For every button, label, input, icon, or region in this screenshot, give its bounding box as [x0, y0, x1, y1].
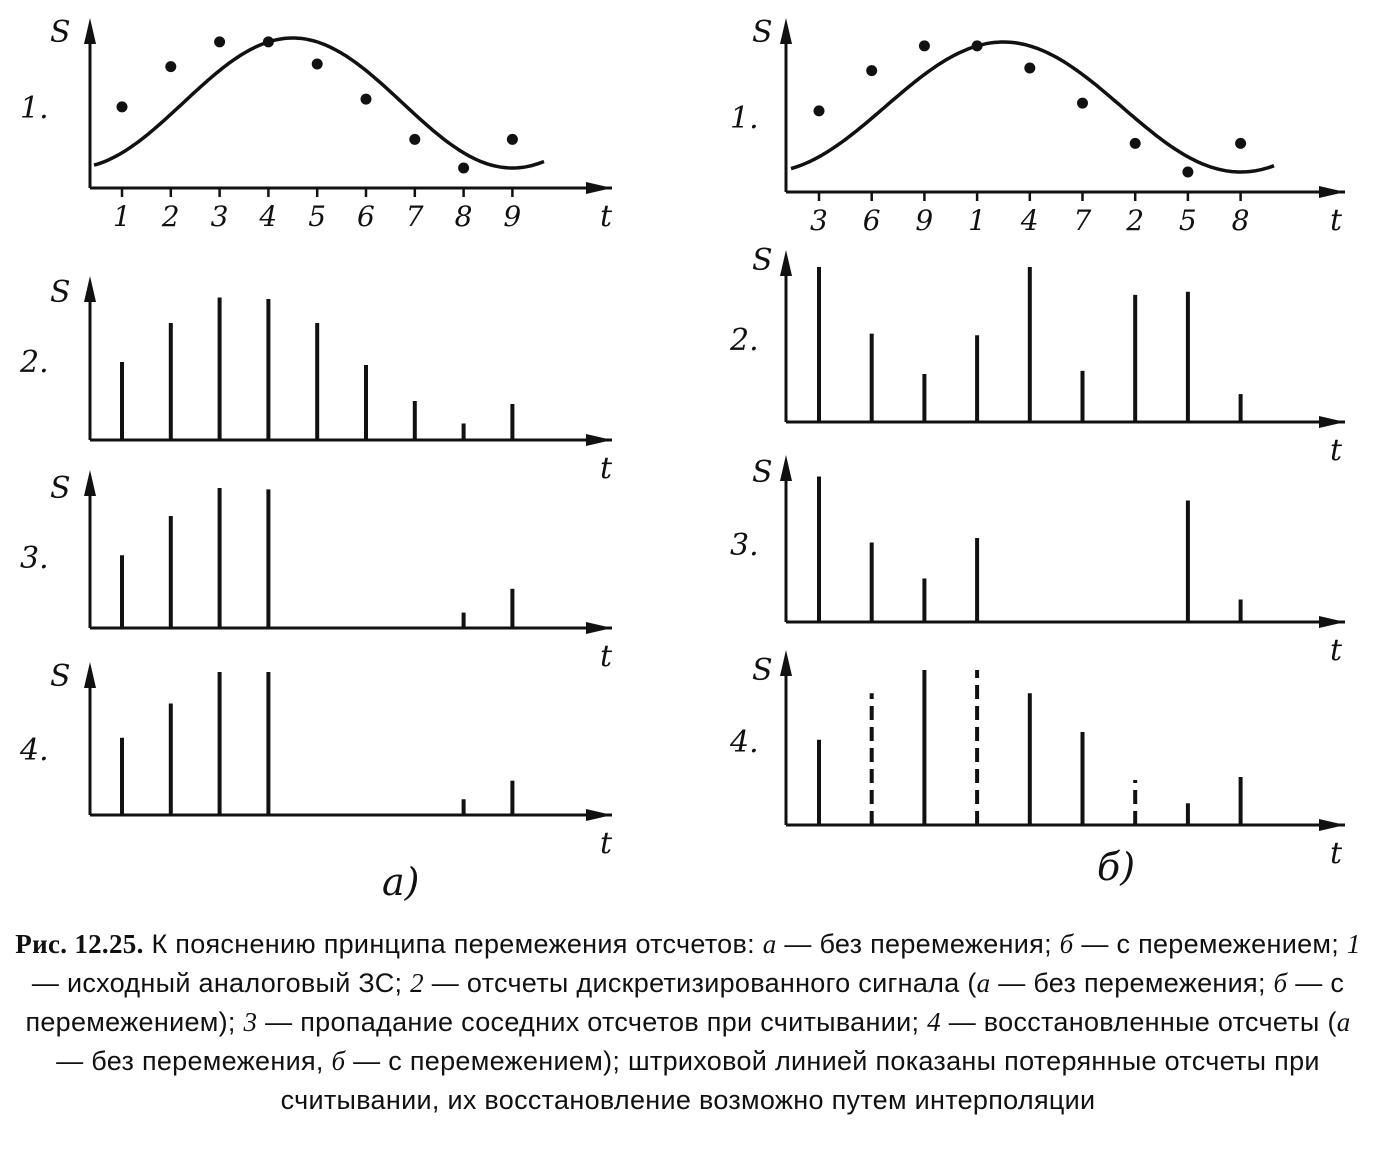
y-axis-arrow [84, 470, 96, 496]
y-axis-label: S [50, 659, 71, 694]
caption-ref-b: б [1059, 929, 1074, 959]
x-axis-label: t [1330, 203, 1343, 238]
caption-ref-b: б [331, 1046, 346, 1076]
sample-point [361, 94, 372, 105]
row-label: 4. [730, 725, 759, 760]
y-axis-arrow [780, 455, 792, 481]
sample-point [1024, 63, 1035, 74]
y-axis-arrow [780, 650, 792, 676]
x-axis-arrow [586, 809, 612, 821]
y-axis-label: S [50, 471, 71, 506]
sample-point [919, 40, 930, 51]
x-axis-label: t [600, 199, 613, 234]
caption-ref-2: 2 [410, 968, 424, 998]
caption-text: — исходный аналоговый ЗС; [31, 968, 411, 998]
sample-point [409, 134, 420, 145]
x-axis-label: t [600, 826, 613, 861]
sample-point [1235, 138, 1246, 149]
panel-label: а) [382, 860, 420, 904]
caption-ref-1: 1 [1346, 929, 1361, 959]
row-label: 1. [20, 91, 49, 126]
row-label: 1. [730, 101, 759, 136]
row-label: 2. [730, 323, 759, 358]
x-tick-label: 6 [862, 204, 881, 237]
y-axis-arrow [780, 250, 792, 276]
x-tick-label: 1 [113, 200, 131, 233]
analog-signal-curve [94, 38, 544, 168]
x-tick-label: 7 [1073, 204, 1092, 237]
x-axis-arrow [1319, 416, 1345, 428]
row-label: 3. [20, 541, 49, 576]
caption-ref-3: 3 [243, 1007, 258, 1037]
x-axis-arrow [1319, 819, 1345, 831]
caption-text: — с перемежением; [1073, 929, 1347, 959]
sample-point [1130, 138, 1141, 149]
panel-label: б) [1097, 845, 1136, 889]
sample-point [458, 163, 469, 174]
x-tick-label: 2 [1126, 204, 1145, 237]
sample-point [1077, 98, 1088, 109]
y-axis-label: S [50, 15, 71, 50]
caption-ref-4: 4 [927, 1007, 941, 1037]
caption-ref-a: а [762, 929, 777, 959]
sample-point [814, 105, 825, 116]
analog-signal-curve [791, 42, 1274, 172]
x-axis-label: t [1330, 836, 1343, 871]
x-tick-label: 5 [308, 200, 327, 233]
x-tick-label: 2 [161, 200, 180, 233]
x-axis-arrow [1319, 616, 1345, 628]
x-tick-label: 3 [810, 204, 828, 237]
caption-text: — без перемежения; [776, 929, 1060, 959]
figure-caption [12, 925, 1364, 1120]
x-axis-label: t [1330, 433, 1343, 468]
caption-text: — отсчеты дискретизированного сигнала ( [423, 968, 977, 998]
x-tick-label: 9 [503, 200, 522, 233]
caption-text: — с перемежением); штриховой линией показаны потерянные отсчеты при считывании, их восстановление возможно путем интерполяции [280, 1046, 1320, 1115]
row-label: 2. [20, 345, 49, 380]
y-axis-arrow [780, 18, 792, 44]
x-tick-label: 3 [210, 200, 229, 233]
y-axis-label: S [752, 243, 773, 278]
caption-text: — восстановленные отсчеты ( [940, 1007, 1337, 1037]
sample-point [972, 40, 983, 51]
x-axis-arrow [1319, 186, 1345, 198]
x-axis-label: t [1330, 633, 1343, 668]
y-axis-label: S [752, 455, 773, 490]
x-tick-label: 4 [1020, 204, 1039, 237]
sample-point [312, 59, 323, 70]
caption-text: — пропадание соседних отсчетов при считывании; [257, 1007, 928, 1037]
y-axis-arrow [84, 662, 96, 688]
y-axis-label: S [50, 275, 71, 310]
caption-ref-b: б [1273, 968, 1288, 998]
row-label: 4. [20, 733, 49, 768]
caption-ref-a: а [976, 968, 991, 998]
y-axis-arrow [84, 276, 96, 302]
sample-point [1182, 167, 1193, 178]
x-axis-label: t [600, 451, 613, 486]
x-tick-label: 9 [915, 204, 934, 237]
row-label: 3. [730, 528, 759, 563]
sample-point [117, 101, 128, 112]
y-axis-label: S [752, 653, 773, 688]
sample-point [263, 36, 274, 47]
sample-point [214, 36, 225, 47]
x-tick-label: 8 [454, 200, 473, 233]
caption-text: — с перемежением); [25, 968, 1345, 1037]
x-tick-label: 4 [259, 200, 278, 233]
sample-point [866, 65, 877, 76]
x-tick-label: 8 [1231, 204, 1250, 237]
x-tick-label: 1 [968, 204, 986, 237]
y-axis-arrow [84, 18, 96, 44]
x-axis-arrow [586, 434, 612, 446]
x-tick-label: 7 [405, 200, 424, 233]
x-axis-arrow [586, 182, 612, 194]
caption-text: — без перемежения, [56, 1046, 332, 1076]
sample-point [165, 61, 176, 72]
x-axis-label: t [600, 639, 613, 674]
y-axis-label: S [752, 15, 773, 50]
caption-text: — без перемежения; [990, 968, 1274, 998]
x-tick-label: 6 [357, 200, 375, 233]
caption-text: К пояснению принципа перемежения отсчетов: [143, 929, 763, 959]
figure-number: Рис. 12.25. [15, 929, 144, 959]
x-tick-label: 5 [1178, 204, 1197, 237]
x-axis-arrow [586, 622, 612, 634]
sample-point [507, 134, 518, 145]
caption-ref-a: а [1336, 1007, 1351, 1037]
